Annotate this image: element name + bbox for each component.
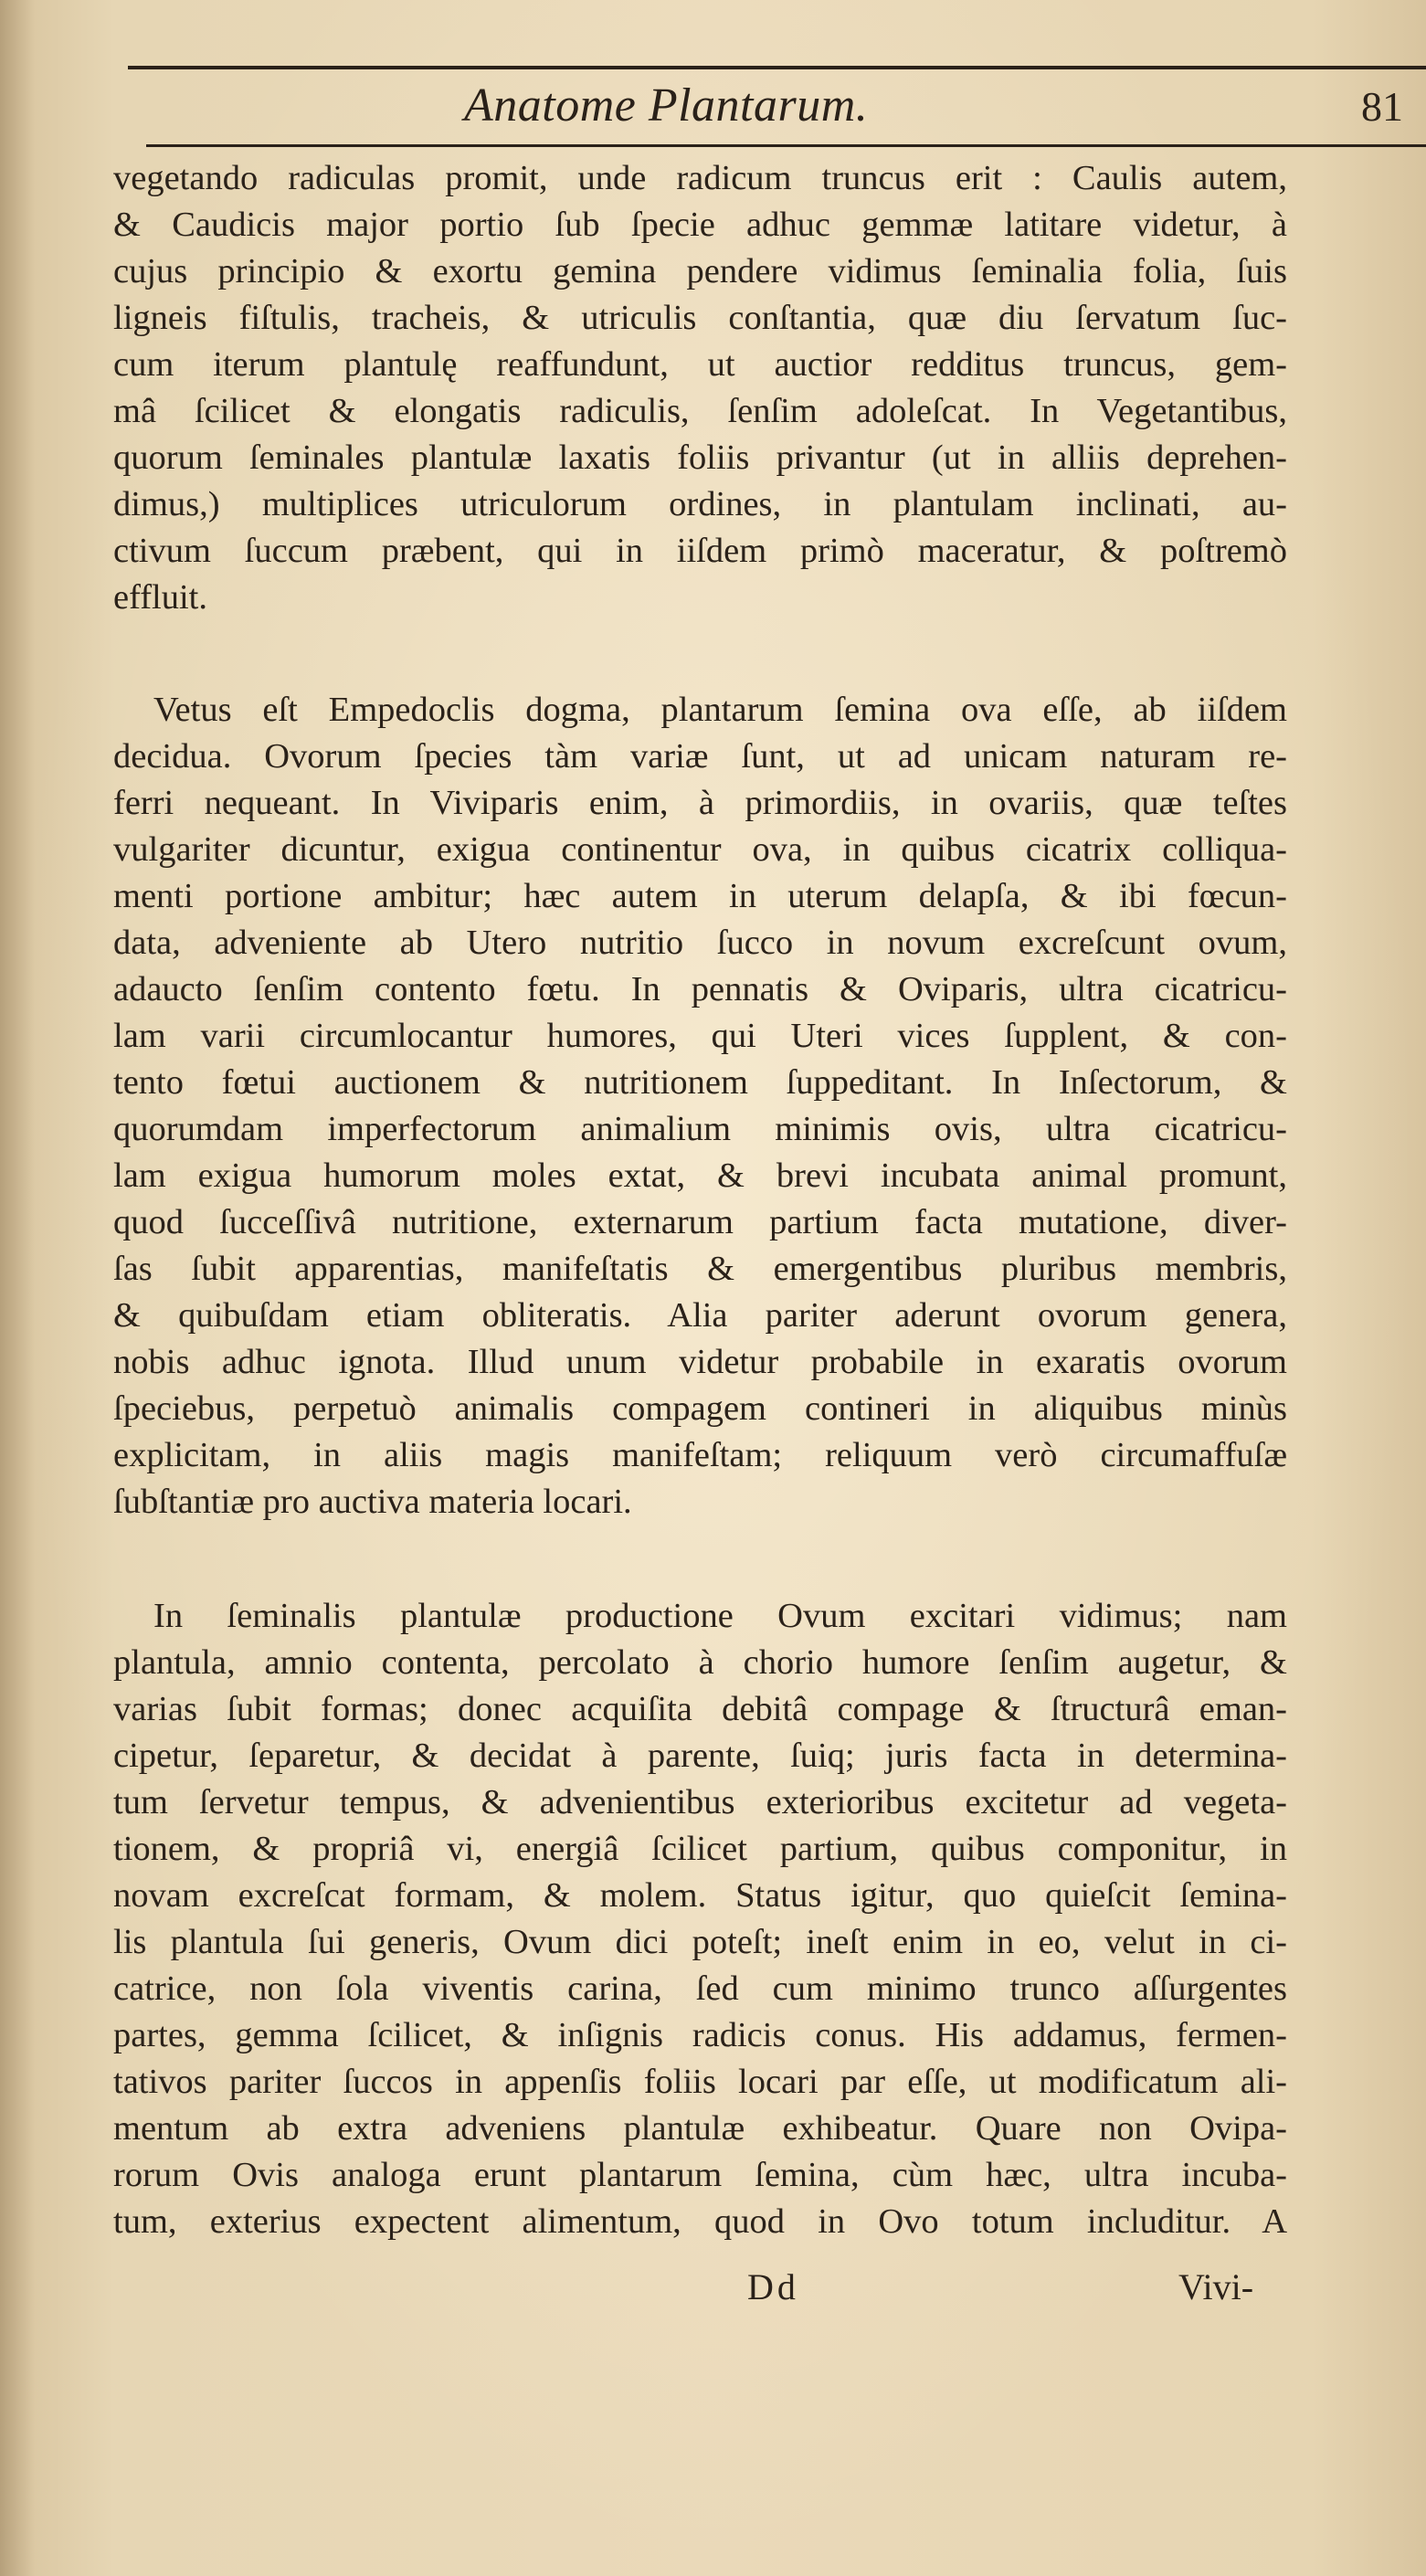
text-line: mâ ſcilicet & elongatis radiculis, ſenſim adoleſcat. In Vegetantibus, — [113, 392, 1287, 430]
running-head — [0, 79, 1426, 143]
paragraph-3 — [113, 1593, 1287, 2245]
running-title: Anatome Plantarum. — [464, 79, 869, 132]
text-line: vegetando radiculas promit, unde radicum truncus erit : Caulis autem, — [113, 159, 1287, 197]
text-line: lam exigua humorum moles extat, & brevi incubata animal promunt, — [113, 1156, 1287, 1195]
text-line: tum, exterius expectent alimentum, quod in Ovo totum includitur. A — [113, 2202, 1287, 2241]
text-line: lis plantula ſui generis, Ovum dici poteſt; ineſt enim in eo, velut in ci- — [113, 1923, 1287, 1961]
text-line: effluit. — [113, 578, 207, 617]
paragraph-2 — [113, 687, 1287, 1526]
paragraph-1 — [113, 155, 1287, 621]
text-line: nobis adhuc ignota. Illud unum videtur probabile in exaratis ovorum — [113, 1343, 1287, 1381]
text-line: ctivum ſuccum præbent, qui in iiſdem primò maceratur, & poſtremò — [113, 532, 1287, 570]
text-line: ſas ſubit apparentias, manifeſtatis & emergentibus pluribus membris, — [113, 1250, 1287, 1288]
text-line: In ſeminalis plantulæ productione Ovum excitari vidimus; nam — [153, 1597, 1287, 1635]
text-line: cum iterum plantulę reaffundunt, ut auctior redditus truncus, gem- — [113, 345, 1287, 384]
text-line: tento fœtui auctionem & nutritionem ſuppeditant. In Inſectorum, & — [113, 1063, 1287, 1102]
page-number: 81 — [1361, 83, 1403, 130]
text-line: tativos pariter ſuccos in appenſis foliis locari par eſſe, ut modificatum ali- — [113, 2063, 1287, 2101]
text-line: novam excreſcat formam, & molem. Status igitur, quo quieſcit ſemina- — [113, 1876, 1287, 1915]
text-line: tionem, & propriâ vi, energiâ ſcilicet partium, quibus componitur, in — [113, 1830, 1287, 1868]
text-line: cipetur, ſeparetur, & decidat à parente, ſuiq; juris facta in determina- — [113, 1737, 1287, 1775]
text-line: vulgariter dicuntur, exigua continentur ova, in quibus cicatrix colliqua- — [113, 830, 1287, 869]
text-line: adaucto ſenſim contento fœtu. In pennatis & Oviparis, ultra cicatricu- — [113, 970, 1287, 1008]
page-footer — [0, 2265, 1426, 2320]
catchword: Vivi- — [1178, 2266, 1254, 2307]
header-top-rule — [128, 66, 1426, 69]
signature-mark: Dd — [747, 2266, 799, 2307]
text-line: decidua. Ovorum ſpecies tàm variæ ſunt, ut ad unicam naturam re- — [113, 737, 1287, 776]
text-line: data, adveniente ab Utero nutritio ſucco in novum excreſcunt ovum, — [113, 924, 1287, 962]
text-line: ferri nequeant. In Viviparis enim, à primordiis, in ovariis, quæ teſtes — [113, 784, 1287, 822]
text-line: partes, gemma ſcilicet, & inſignis radicis conus. His addamus, fermen- — [113, 2016, 1287, 2054]
text-line: tum ſervetur tempus, & advenientibus exterioribus excitetur ad vegeta- — [113, 1783, 1287, 1821]
text-line: catrice, non ſola viventis carina, ſed cum minimo trunco aſſurgentes — [113, 1969, 1287, 2008]
text-line: ligneis fiſtulis, tracheis, & utriculis conſtantia, quæ diu ſervatum ſuc- — [113, 299, 1287, 337]
text-line: varias ſubit formas; donec acquiſita debitâ compage & ſtructurâ eman- — [113, 1690, 1287, 1728]
header-bottom-rule — [146, 144, 1426, 147]
text-line: & Caudicis major portio ſub ſpecie adhuc gemmæ latitare videtur, à — [113, 206, 1287, 244]
text-line: & quibuſdam etiam obliteratis. Alia pariter aderunt ovorum genera, — [113, 1296, 1287, 1335]
text-line: quorum ſeminales plantulæ laxatis foliis privantur (ut in alliis deprehen- — [113, 438, 1287, 477]
text-line: ſubſtantiæ pro auctiva materia locari. — [113, 1483, 632, 1521]
text-line: cujus principio & exortu gemina pendere vidimus ſeminalia folia, ſuis — [113, 252, 1287, 290]
text-line: dimus,) multiplices utriculorum ordines, in plantulam inclinati, au- — [113, 485, 1287, 523]
text-line: lam varii circumlocantur humores, qui Uteri vices ſupplent, & con- — [113, 1017, 1287, 1055]
text-line: mentum ab extra adveniens plantulæ exhibeatur. Quare non Ovipa- — [113, 2109, 1287, 2148]
text-line: plantula, amnio contenta, percolato à chorio humore ſenſim augetur, & — [113, 1643, 1287, 1682]
text-line: Vetus eſt Empedoclis dogma, plantarum ſemina ova eſſe, ab iiſdem — [153, 691, 1287, 729]
text-line: ſpeciebus, perpetuò animalis compagem contineri in aliquibus minùs — [113, 1389, 1287, 1428]
text-line: rorum Ovis analoga erunt plantarum ſemina, cùm hæc, ultra incuba- — [113, 2156, 1287, 2194]
text-line: quorumdam imperfectorum animalium minimis ovis, ultra cicatricu- — [113, 1110, 1287, 1148]
text-line: explicitam, in aliis magis manifeſtam; reliquum verò circumaffuſæ — [113, 1436, 1287, 1474]
page-edge-shadow — [0, 0, 35, 2576]
text-line: quod ſucceſſivâ nutritione, externarum partium facta mutatione, diver- — [113, 1203, 1287, 1241]
text-line: menti portione ambitur; hæc autem in uterum delapſa, & ibi fœcun- — [113, 877, 1287, 915]
